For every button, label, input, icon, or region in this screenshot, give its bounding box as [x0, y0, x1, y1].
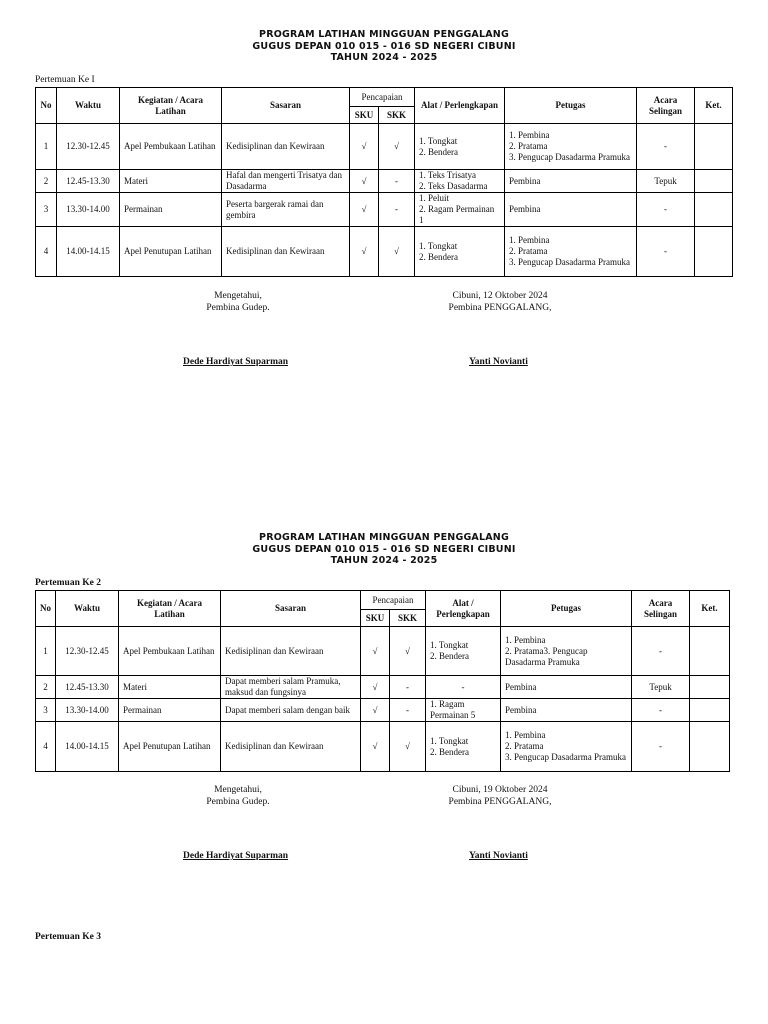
col-header-kegiatan: Kegiatan / Acara Latihan	[119, 591, 221, 627]
table-row	[36, 227, 733, 277]
col-header-no: No	[36, 88, 57, 124]
schedule-table-2	[35, 590, 730, 772]
col-header-sasaran: Sasaran	[222, 88, 350, 124]
cell-petugas: Pembina	[501, 676, 632, 699]
cell-sku: √	[361, 676, 390, 699]
cell-selingan: -	[632, 627, 690, 676]
cell-sku: √	[350, 227, 379, 277]
col-header-waktu: Waktu	[56, 591, 119, 627]
cell-ket	[695, 227, 733, 277]
cell-skk: -	[390, 699, 426, 722]
schedule-table-1	[35, 87, 733, 277]
cell-skk: -	[390, 676, 426, 699]
cell-no: 4	[36, 227, 57, 277]
signature-role-label: Pembina Gudep.	[206, 303, 270, 313]
signature-date-line: Cibuni, 12 Oktober 2024	[452, 291, 548, 301]
table-row	[36, 676, 730, 699]
title-line-2: GUGUS DEPAN 010 015 - 016 SD NEGERI CIBUNI	[252, 40, 516, 52]
col-header-sku: SKU	[350, 107, 379, 124]
meeting-label-2: Pertemuan Ke 2	[35, 578, 101, 588]
table-row	[36, 124, 733, 170]
cell-waktu: 12.30-12.45	[57, 124, 120, 170]
cell-ket	[690, 699, 730, 722]
cell-no: 2	[36, 676, 56, 699]
col-header-alat: Alat / Perlengkapan	[426, 591, 501, 627]
cell-skk: -	[379, 193, 415, 227]
cell-petugas: 1. Pembina 2. Pratama 3. Pengucap Dasadarma Pramuka	[501, 722, 632, 772]
signature-role-label: Pembina PENGGALANG,	[448, 303, 552, 313]
cell-alat: 1. Tongkat 2. Bendera	[415, 124, 505, 170]
cell-waktu: 12.30-12.45	[56, 627, 119, 676]
signature-right-1	[420, 290, 580, 314]
cell-alat: 1. Teks Trisatya 2. Teks Dasadarma	[415, 170, 505, 193]
col-header-ket: Ket.	[690, 591, 730, 627]
cell-ket	[690, 627, 730, 676]
cell-sasaran: Peserta bargerak ramai dan gembira	[222, 193, 350, 227]
cell-no: 1	[36, 627, 56, 676]
cell-kegiatan: Apel Penutupan Latihan	[120, 227, 222, 277]
cell-waktu: 12.45-13.30	[57, 170, 120, 193]
cell-selingan: Tepuk	[632, 676, 690, 699]
title-line-1: PROGRAM LATIHAN MINGGUAN PENGGALANG	[259, 29, 509, 40]
cell-kegiatan: Materi	[120, 170, 222, 193]
cell-skk: -	[379, 170, 415, 193]
table-row	[36, 170, 733, 193]
col-header-acara-selingan: Acara Selingan	[637, 88, 695, 124]
col-header-skk: SKK	[379, 107, 415, 124]
cell-kegiatan: Apel Pembukaan Latihan	[120, 124, 222, 170]
title-line-1: PROGRAM LATIHAN MINGGUAN PENGGALANG	[259, 532, 509, 543]
cell-sku: √	[350, 124, 379, 170]
col-header-petugas: Petugas	[501, 591, 632, 627]
cell-petugas: Pembina	[505, 170, 637, 193]
signature-left-1	[178, 290, 298, 314]
signature-right-2	[420, 784, 580, 808]
title-line-3: TAHUN 2024 - 2025	[330, 52, 438, 63]
cell-alat: 1. Ragam Permainan 5	[426, 699, 501, 722]
cell-petugas: 1. Pembina 2. Pratama 3. Pengucap Dasadarma Pramuka	[505, 124, 637, 170]
cell-sku: √	[361, 722, 390, 772]
col-header-no: No	[36, 591, 56, 627]
cell-no: 3	[36, 699, 56, 722]
cell-skk: √	[390, 722, 426, 772]
cell-petugas: 1. Pembina 2. Pratama3. Pengucap Dasadarma Pramuka	[501, 627, 632, 676]
cell-selingan: -	[632, 699, 690, 722]
cell-waktu: 13.30-14.00	[56, 699, 119, 722]
cell-sasaran: Kedisiplinan dan Kewiraan	[222, 124, 350, 170]
cell-waktu: 14.00-14.15	[57, 227, 120, 277]
cell-alat: 1. Peluit 2. Ragam Permainan 1	[415, 193, 505, 227]
meeting-label-3: Pertemuan Ke 3	[35, 932, 101, 942]
title-line-2: GUGUS DEPAN 010 015 - 016 SD NEGERI CIBUNI	[252, 543, 516, 555]
cell-no: 2	[36, 170, 57, 193]
cell-alat: 1. Tongkat 2. Bendera	[415, 227, 505, 277]
cell-waktu: 14.00-14.15	[56, 722, 119, 772]
cell-ket	[695, 170, 733, 193]
cell-kegiatan: Materi	[119, 676, 221, 699]
table-row	[36, 699, 730, 722]
cell-sasaran: Hafal dan mengerti Trisatya dan Dasadarma	[222, 170, 350, 193]
col-header-pencapaian: Pencapaian	[350, 88, 415, 107]
col-header-sasaran: Sasaran	[221, 591, 361, 627]
cell-selingan: Tepuk	[637, 170, 695, 193]
table-row	[36, 193, 733, 227]
cell-petugas: Pembina	[501, 699, 632, 722]
program-title-1	[0, 29, 768, 64]
cell-no: 3	[36, 193, 57, 227]
cell-skk: √	[379, 227, 415, 277]
cell-waktu: 12.45-13.30	[56, 676, 119, 699]
cell-alat: 1. Tongkat 2. Bendera	[426, 722, 501, 772]
cell-sasaran: Dapat memberi salam dengan baik	[221, 699, 361, 722]
cell-sku: √	[361, 699, 390, 722]
table-row	[36, 722, 730, 772]
cell-kegiatan: Permainan	[119, 699, 221, 722]
cell-no: 4	[36, 722, 56, 772]
signature-role-label: Pembina PENGGALANG,	[448, 797, 552, 807]
cell-kegiatan: Apel Penutupan Latihan	[119, 722, 221, 772]
cell-waktu: 13.30-14.00	[57, 193, 120, 227]
table-row	[36, 627, 730, 676]
signature-name-left-1: Dede Hardiyat Suparman	[183, 357, 289, 367]
col-header-pencapaian: Pencapaian	[361, 591, 426, 610]
cell-selingan: -	[637, 193, 695, 227]
cell-ket	[690, 722, 730, 772]
cell-skk: √	[390, 627, 426, 676]
col-header-ket: Ket.	[695, 88, 733, 124]
cell-sasaran: Kedisiplinan dan Kewiraan	[222, 227, 350, 277]
signature-name-right-1: Yanti Novianti	[469, 357, 528, 367]
cell-ket	[695, 193, 733, 227]
program-title-2	[0, 532, 768, 567]
cell-selingan: -	[632, 722, 690, 772]
cell-no: 1	[36, 124, 57, 170]
cell-petugas: 1. Pembina 2. Pratama 3. Pengucap Dasadarma Pramuka	[505, 227, 637, 277]
col-header-sku: SKU	[361, 610, 390, 627]
col-header-waktu: Waktu	[57, 88, 120, 124]
cell-selingan: -	[637, 227, 695, 277]
signature-date-line: Cibuni, 19 Oktober 2024	[452, 785, 548, 795]
cell-kegiatan: Permainan	[120, 193, 222, 227]
cell-sku: √	[350, 193, 379, 227]
cell-alat: 1. Tongkat 2. Bendera	[426, 627, 501, 676]
cell-kegiatan: Apel Pembukaan Latihan	[119, 627, 221, 676]
col-header-acara-selingan: Acara Selingan	[632, 591, 690, 627]
signature-role-label: Pembina Gudep.	[206, 797, 270, 807]
col-header-alat: Alat / Perlengkapan	[415, 88, 505, 124]
title-line-3: TAHUN 2024 - 2025	[330, 555, 438, 566]
cell-ket	[695, 124, 733, 170]
signature-acknowledge-label: Mengetahui,	[214, 291, 262, 301]
col-header-petugas: Petugas	[505, 88, 637, 124]
cell-sku: √	[350, 170, 379, 193]
cell-petugas: Pembina	[505, 193, 637, 227]
signature-name-right-2: Yanti Novianti	[469, 851, 528, 861]
meeting-label-1: Pertemuan Ke I	[35, 75, 95, 85]
cell-alat: -	[426, 676, 501, 699]
cell-sasaran: Kedisiplinan dan Kewiraan	[221, 627, 361, 676]
cell-skk: √	[379, 124, 415, 170]
cell-sasaran: Dapat memberi salam Pramuka, maksud dan fungsinya	[221, 676, 361, 699]
signature-left-2	[178, 784, 298, 808]
signature-acknowledge-label: Mengetahui,	[214, 785, 262, 795]
cell-sku: √	[361, 627, 390, 676]
cell-ket	[690, 676, 730, 699]
col-header-kegiatan: Kegiatan / Acara Latihan	[120, 88, 222, 124]
signature-name-left-2: Dede Hardiyat Suparman	[183, 851, 289, 861]
col-header-skk: SKK	[390, 610, 426, 627]
cell-sasaran: Kedisiplinan dan Kewiraan	[221, 722, 361, 772]
cell-selingan: -	[637, 124, 695, 170]
